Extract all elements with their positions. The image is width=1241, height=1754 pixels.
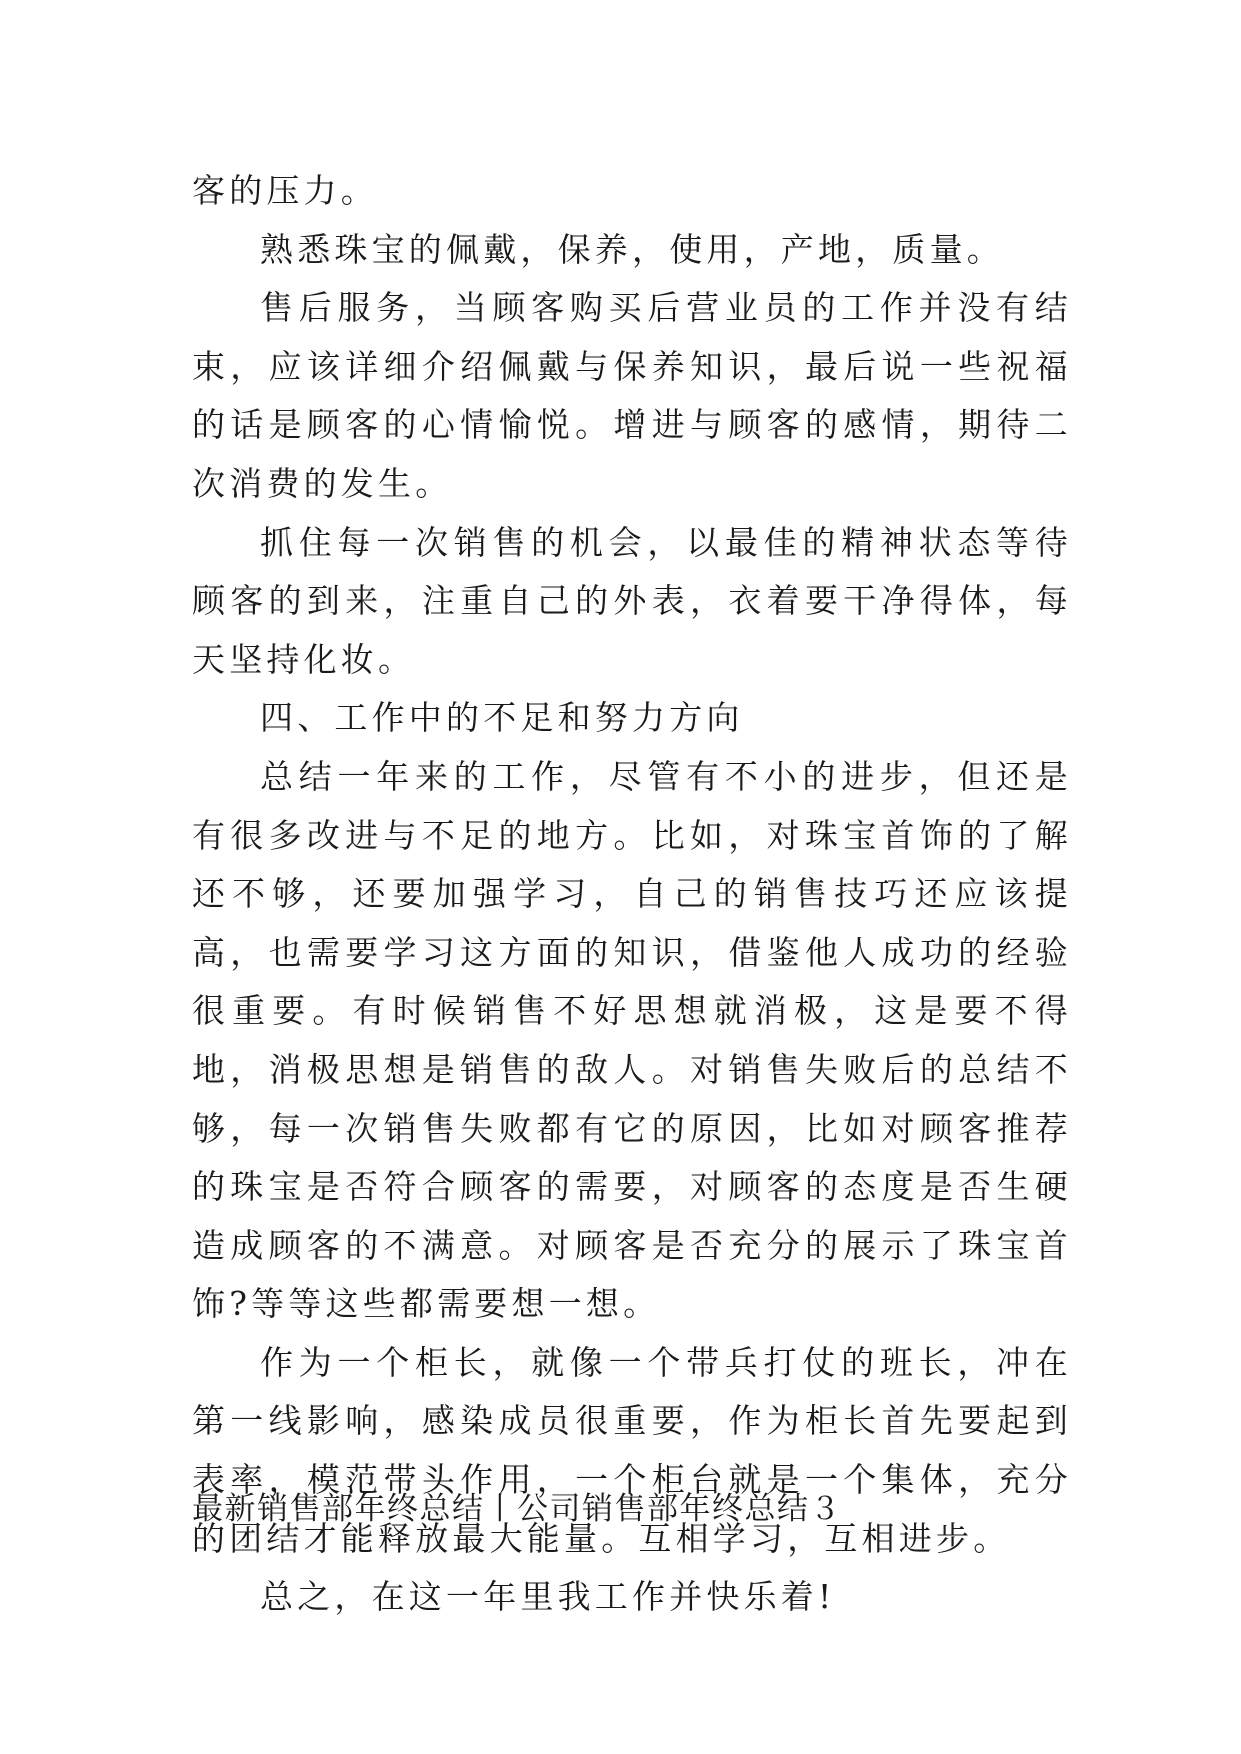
paragraph-counter-leader: 作为一个柜长，就像一个带兵打仗的班长，冲在第一线影响，感染成员很重要，作为柜长首先要起到表率，模范带头作用，一个柜台就是一个集体，充分的团结才能释放最大能量。互相学习，互相进步。 bbox=[192, 1342, 1072, 1558]
next-section-title: 最新销售部年终总结丨公司销售部年终总结３ bbox=[192, 1491, 842, 1527]
section-heading-shortcomings: 四、工作中的不足和努力方向 bbox=[260, 698, 744, 738]
paragraph-summary-shortcomings: 总结一年来的工作，尽管有不小的进步，但还是有很多改进与不足的地方。比如，对珠宝首饰的了解还不够，还要加强学习，自己的销售技巧还应该提高，也需要学习这方面的知识，借鉴他人成功的经验很重要。有时候销售不好思想就消极，这是要不得地，消极思想是销售的敌人。对销售失败后的总结不够，每一次销售失败都有它的原因，比如对顾客推荐的珠宝是否符合顾客的需要，对顾客的态度是否生硬造成顾客的不满意。对顾客是否充分的展示了珠宝首饰?等等这些都需要想一想。 bbox=[192, 756, 1072, 1324]
paragraph-continuation: 客的压力。 bbox=[192, 171, 378, 210]
paragraph-seize-opportunity: 抓住每一次销售的机会，以最佳的精神状态等待顾客的到来，注重自己的外表，衣着要干净得体，每天坚持化妆。 bbox=[192, 522, 1072, 679]
document-body bbox=[192, 162, 1072, 1627]
paragraph-conclusion: 总之，在这一年里我工作并快乐着! bbox=[260, 1577, 836, 1617]
paragraph-after-sales: 售后服务，当顾客购买后营业员的工作并没有结束，应该详细介绍佩戴与保养知识，最后说一些祝福的话是顾客的心情愉悦。增进与顾客的感情，期待二次消费的发生。 bbox=[192, 288, 1072, 503]
paragraph-jewelry-knowledge: 熟悉珠宝的佩戴，保养，使用，产地，质量。 bbox=[260, 229, 1004, 269]
